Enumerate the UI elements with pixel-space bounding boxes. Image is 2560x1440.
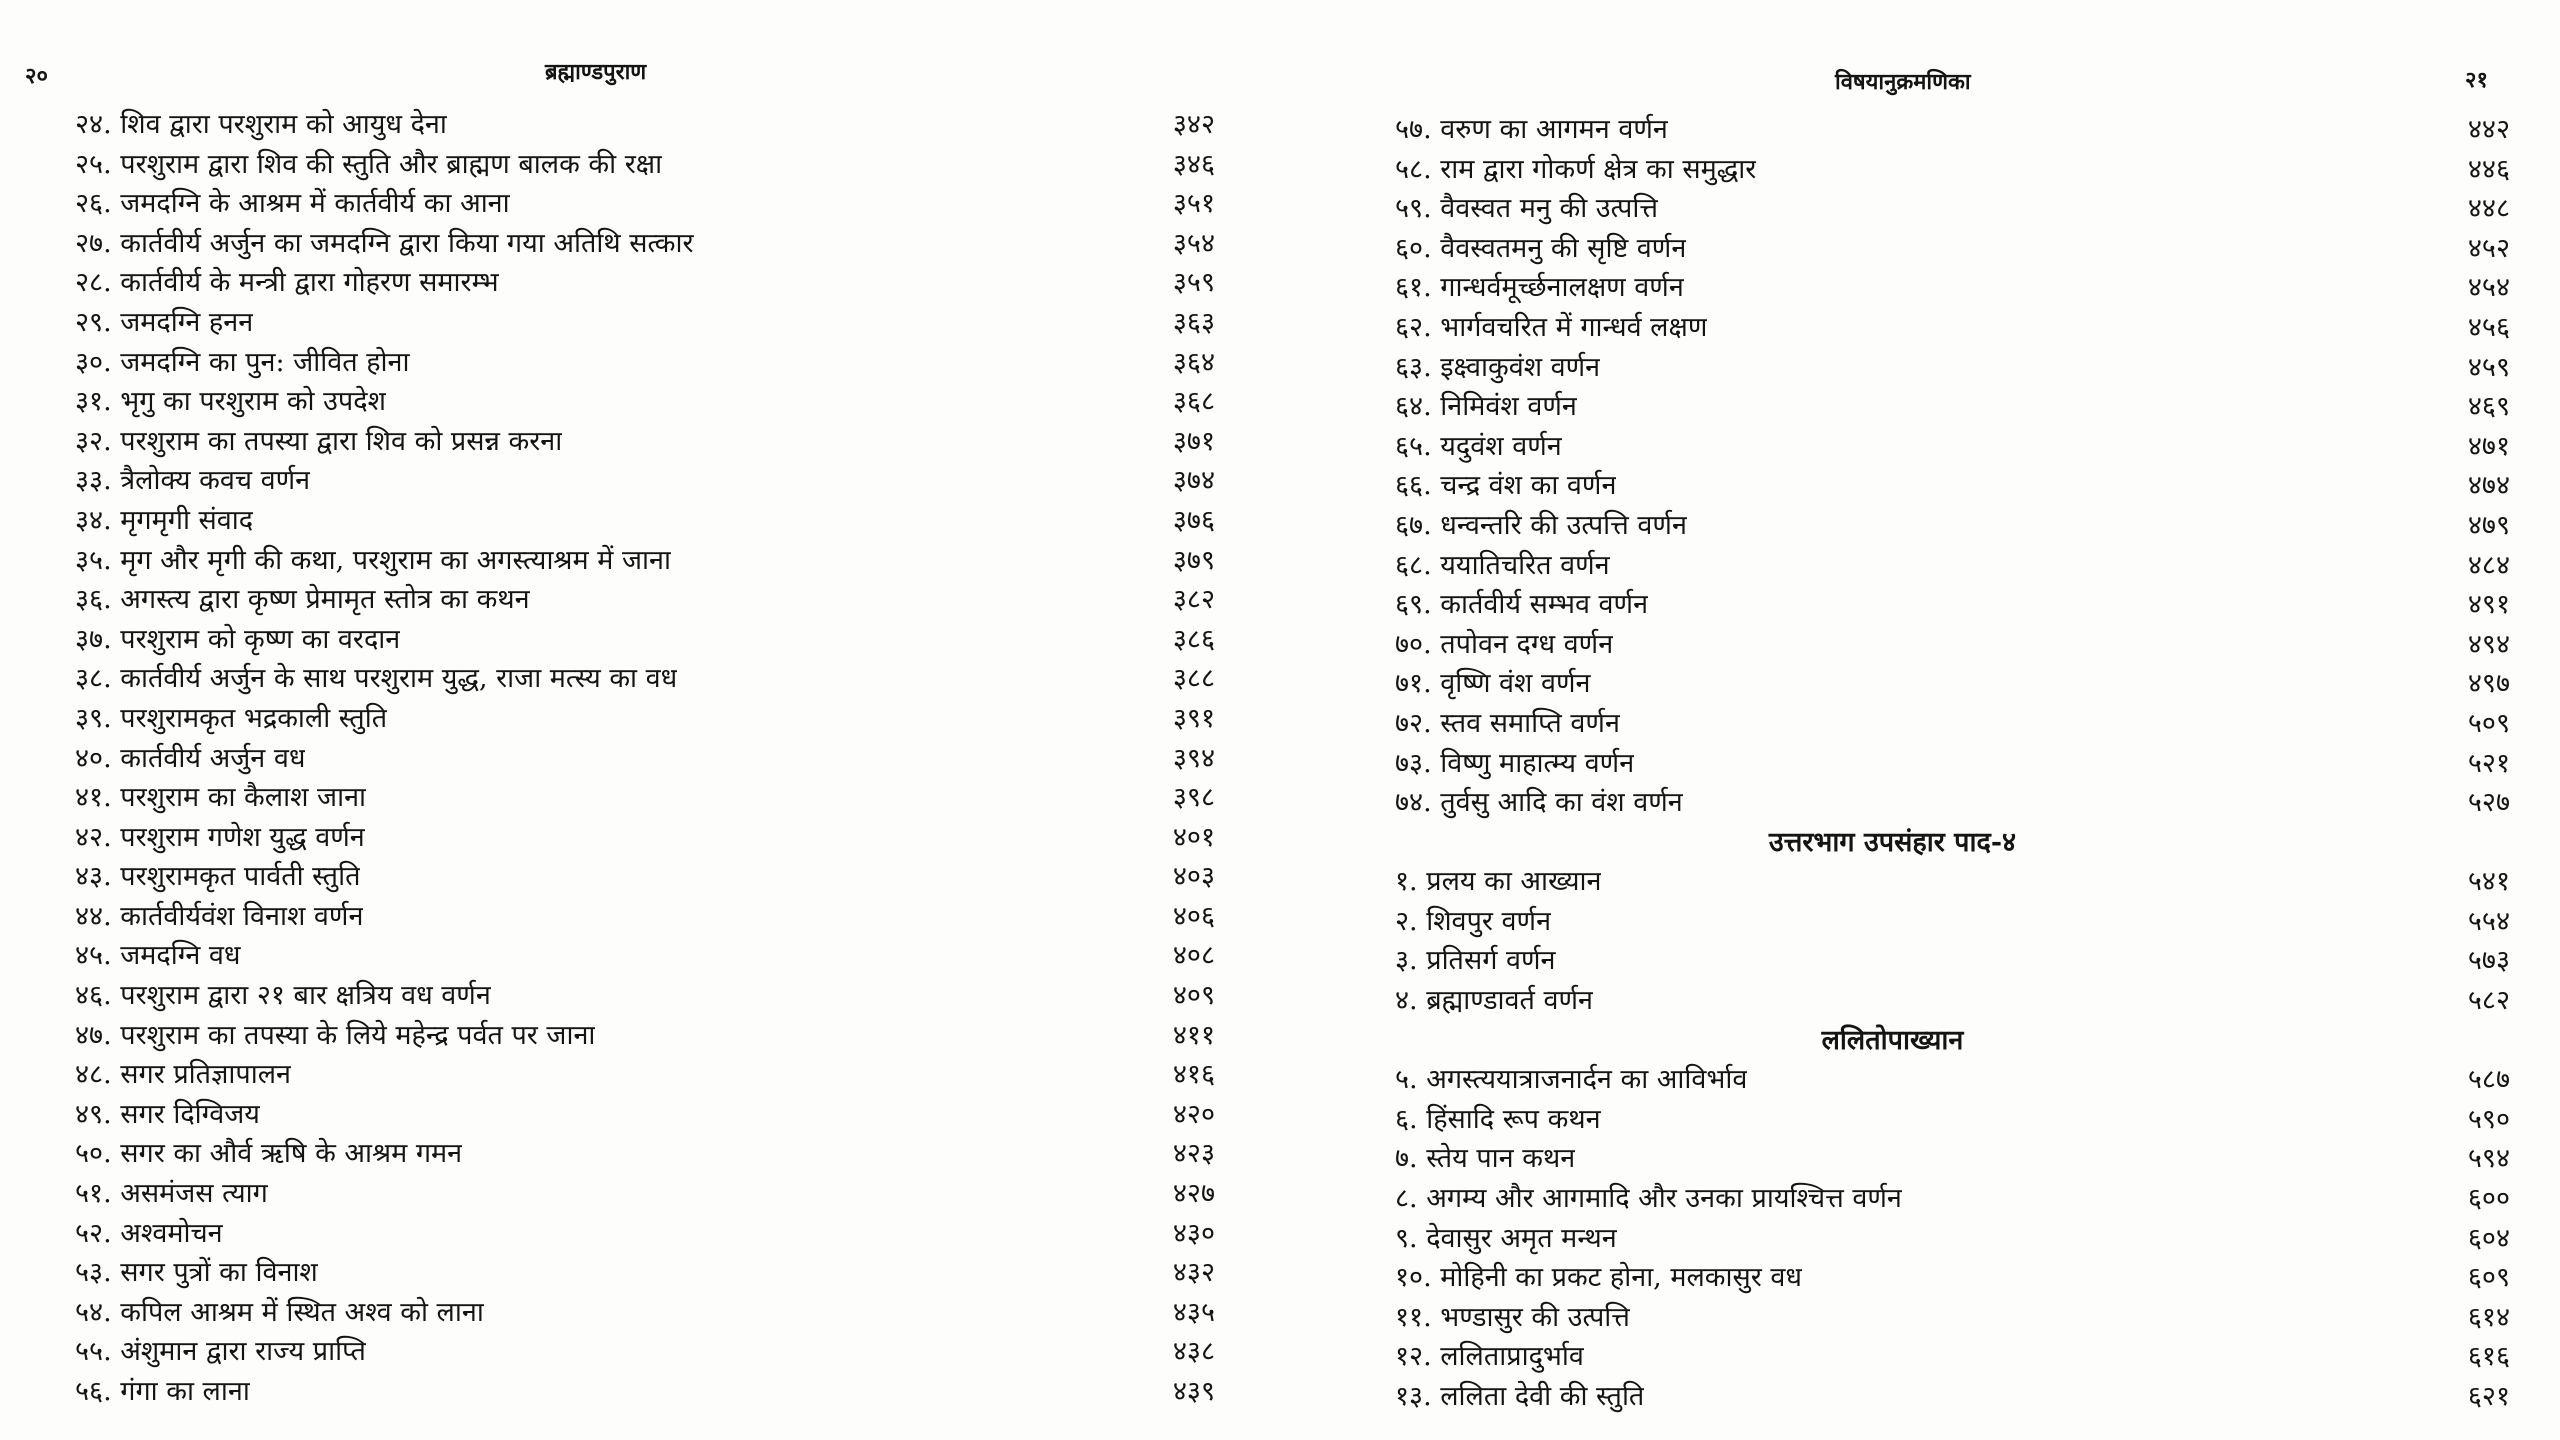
entry-title: ४९. सगर दिग्विजय [75, 1098, 260, 1130]
toc-entry [75, 1253, 1215, 1293]
toc-entry [1395, 308, 2510, 348]
entry-title: २८. कार्तवीर्य के मन्त्री द्वारा गोहरण समारम्भ [75, 267, 499, 299]
entry-title: ७०. तपोवन दग्ध वर्णन [1395, 628, 1614, 660]
entry-page-number: ४४२ [2467, 114, 2510, 145]
toc-entry [1395, 189, 2510, 229]
entry-title: ६. हिंसादि रूप कथन [1395, 1103, 1601, 1135]
entry-page-number: ४०६ [1172, 900, 1215, 932]
entry-page-number: ४७९ [2467, 509, 2510, 541]
entry-title: ६६. चन्द्र वंश का वर्णन [1395, 470, 1617, 502]
toc-entry [1395, 625, 2510, 665]
entry-title: ७. स्तेय पान कथन [1395, 1143, 1576, 1175]
toc-entry [1395, 427, 2510, 467]
toc-entry [1395, 466, 2510, 506]
entry-page-number: ३५९ [1172, 267, 1215, 299]
toc-entry [75, 184, 1215, 224]
toc-entry [1395, 1258, 2510, 1298]
entry-page-number: ४८४ [2467, 549, 2510, 581]
toc-entry [1395, 981, 2510, 1021]
toc-entry [75, 1095, 1215, 1135]
entry-title: ३५. मृग और मृगी की कथा, परशुराम का अगस्त्याश्रम में जाना [75, 544, 672, 576]
entry-title: ७३. विष्णु माहात्म्य वर्णन [1395, 747, 1635, 779]
entry-page-number: ४९१ [2467, 589, 2510, 621]
entry-title: २७. कार्तवीर्य अर्जुन का जमदग्नि द्वारा किया गया अतिथि सत्कार [75, 227, 694, 259]
toc-entry [75, 699, 1215, 739]
entry-title: ३२. परशुराम का तपस्या द्वारा शिव को प्रसन्न करना [75, 425, 563, 457]
entry-title: ११. भण्डासुर की उत्पत्ति [1395, 1301, 1630, 1333]
entry-title: ३९. परशुरामकृत भद्रकाली स्तुति [75, 702, 388, 734]
section-heading: उत्तरभाग उपसंहार पाद-४ [1768, 826, 2017, 858]
toc-entry [1395, 1298, 2510, 1338]
entry-page-number: ५९० [2467, 1103, 2510, 1135]
entry-page-number: ४४६ [2467, 153, 2510, 185]
entry-page-number: ६१६ [2467, 1341, 2510, 1373]
entry-page-number: ३५४ [1172, 227, 1215, 259]
entry-page-number: ४३८ [1172, 1336, 1215, 1368]
entry-page-number: ४३२ [1172, 1257, 1215, 1289]
entry-title: ४४. कार्तवीर्यवंश विनाश वर्णन [75, 900, 364, 932]
entry-page-number: ५२७ [2467, 787, 2510, 819]
entry-title: ४०. कार्तवीर्य अर्जुन वध [75, 742, 306, 774]
toc-entry [75, 1214, 1215, 1254]
entry-page-number: ३७६ [1172, 504, 1215, 536]
entry-page-number: ४०८ [1172, 940, 1215, 972]
toc-entry [1395, 902, 2510, 942]
running-header: विषयानुक्रमणिका [1835, 69, 1971, 95]
entry-title: ३३. त्रैलोक्य कवच वर्णन [75, 465, 311, 497]
entry-page-number: ५७३ [2467, 945, 2510, 977]
toc-entry [1395, 229, 2510, 269]
entry-page-number: ४५२ [2467, 232, 2510, 264]
entry-page-number: ३८६ [1172, 623, 1215, 655]
entry-page-number: ४०१ [1172, 821, 1215, 853]
toc-entry [75, 580, 1215, 620]
toc-entry [75, 541, 1215, 581]
entry-title: ५०. सगर का और्व ऋषि के आश्रम गमन [75, 1138, 463, 1170]
entry-title: ६७. धन्वन्तरि की उत्पत्ति वर्णन [1395, 509, 1687, 541]
entry-page-number: ३६३ [1172, 306, 1215, 338]
toc-entry [75, 422, 1215, 462]
toc-entry [75, 263, 1215, 303]
toc-entry [1395, 268, 2510, 308]
contents-list [1395, 110, 2510, 1417]
page-number: २१ [2465, 67, 2488, 93]
toc-entry [75, 1174, 1215, 1214]
entry-title: ८. अगम्य और आगमादि और उनका प्रायश्चित्त वर्णन [1395, 1183, 1902, 1215]
entry-title: ५७. वरुण का आगमन वर्णन [1395, 114, 1668, 145]
entry-title: ५२. अश्वमोचन [75, 1217, 223, 1249]
entry-title: ५८. राम द्वारा गोकर्ण क्षेत्र का समुद्धार [1395, 153, 1757, 185]
entry-title: ५६. गंगा का लाना [75, 1376, 250, 1407]
entry-title: ६९. कार्तवीर्य सम्भव वर्णन [1395, 589, 1649, 621]
toc-entry [75, 461, 1215, 501]
toc-entry [75, 1372, 1215, 1412]
right-page [1280, 0, 2560, 1440]
toc-entry [75, 778, 1215, 818]
entry-title: २९. जमदग्नि हनन [75, 306, 254, 338]
toc-entry [75, 1332, 1215, 1372]
toc-entry [1395, 387, 2510, 427]
entry-title: ५३. सगर पुत्रों का विनाश [75, 1257, 318, 1289]
entry-page-number: ४६९ [2467, 391, 2510, 423]
toc-entry [75, 145, 1215, 185]
page-number: २० [25, 63, 48, 89]
toc-entry [1395, 664, 2510, 704]
toc-entry [1395, 546, 2510, 586]
entry-page-number: ५४१ [2467, 866, 2510, 898]
entry-page-number: ५९४ [2467, 1143, 2510, 1175]
entry-title: ३१. भृगु का परशुराम को उपदेश [75, 386, 386, 418]
entry-title: ४३. परशुरामकृत पार्वती स्तुति [75, 861, 361, 893]
entry-page-number: ५२१ [2467, 747, 2510, 779]
toc-entry [1395, 585, 2510, 625]
entry-title: ४५. जमदग्नि वध [75, 940, 241, 972]
toc-entry [1395, 1179, 2510, 1219]
toc-entry [75, 343, 1215, 383]
entry-title: ४१. परशुराम का कैलाश जाना [75, 782, 367, 814]
toc-entry [1395, 862, 2510, 902]
entry-title: ५५. अंशुमान द्वारा राज्य प्राप्ति [75, 1336, 366, 1368]
entry-page-number: ४५९ [2467, 351, 2510, 383]
entry-title: ६२. भार्गवचरित में गान्धर्व लक्षण [1395, 311, 1708, 343]
toc-entry [1395, 506, 2510, 546]
toc-entry [75, 1055, 1215, 1095]
entry-page-number: ४७१ [2467, 430, 2510, 462]
entry-page-number: ६०९ [2467, 1262, 2510, 1294]
entry-page-number: ४५४ [2467, 272, 2510, 304]
entry-page-number: ३६४ [1172, 346, 1215, 378]
toc-entry [75, 739, 1215, 779]
entry-title: १२. ललिताप्रादुर्भाव [1395, 1341, 1584, 1373]
toc-entry [75, 976, 1215, 1016]
toc-entry [75, 936, 1215, 976]
toc-entry [75, 1016, 1215, 1056]
entry-page-number: ६०० [2467, 1183, 2510, 1215]
entry-title: ६५. यदुवंश वर्णन [1395, 430, 1562, 462]
entry-page-number: ३७४ [1172, 465, 1215, 497]
entry-title: ५१. असमंजस त्याग [75, 1178, 268, 1210]
entry-title: ७४. तुर्वसु आदि का वंश वर्णन [1395, 787, 1683, 819]
toc-entry [75, 501, 1215, 541]
entry-title: ६१. गान्धर्वमूर्च्छनालक्षण वर्णन [1395, 272, 1684, 304]
toc-entry [75, 1293, 1215, 1333]
toc-entry [75, 1134, 1215, 1174]
entry-page-number: ४५६ [2467, 311, 2510, 343]
entry-title: ४७. परशुराम का तपस्या के लिये महेन्द्र पर्वत पर जाना [75, 1019, 596, 1051]
entry-page-number: ४९४ [2467, 628, 2510, 660]
entry-page-number: ४२७ [1172, 1178, 1215, 1210]
running-header: ब्रह्माण्डपुराण [545, 59, 647, 85]
entry-title: ३७. परशुराम को कृष्ण का वरदान [75, 623, 401, 655]
entry-page-number: ३८२ [1172, 584, 1215, 616]
entry-page-number: ४२३ [1172, 1138, 1215, 1170]
entry-title: ६४. निमिवंश वर्णन [1395, 391, 1577, 423]
entry-title: ५४. कपिल आश्रम में स्थित अश्व को लाना [75, 1296, 484, 1328]
toc-entry [1395, 1100, 2510, 1140]
entry-page-number: ३७९ [1172, 544, 1215, 576]
entry-title: ९. देवासुर अमृत मन्थन [1395, 1222, 1617, 1254]
entry-title: ६८. ययातिचरित वर्णन [1395, 549, 1610, 581]
entry-title: २६. जमदग्नि के आश्रम में कार्तवीर्य का आना [75, 188, 510, 220]
entry-title: १३. ललिता देवी की स्तुति [1395, 1381, 1645, 1412]
toc-entry [75, 620, 1215, 660]
entry-title: ४. ब्रह्माण्डावर्त वर्णन [1395, 985, 1594, 1017]
entry-title: ४२. परशुराम गणेश युद्ध वर्णन [75, 821, 365, 853]
entry-page-number: ३४६ [1172, 148, 1215, 180]
entry-page-number: ४०९ [1172, 980, 1215, 1012]
entry-page-number: ४२० [1172, 1098, 1215, 1130]
entry-title: ६३. इक्ष्वाकुवंश वर्णन [1395, 351, 1601, 383]
entry-page-number: ६०४ [2467, 1222, 2510, 1254]
entry-page-number: ४११ [1172, 1019, 1215, 1051]
entry-page-number: ३५१ [1172, 188, 1215, 220]
toc-entry [1395, 1139, 2510, 1179]
entry-page-number: ४३९ [1172, 1376, 1215, 1407]
entry-title: ४६. परशुराम द्वारा २१ बार क्षत्रिय वध वर्णन [75, 980, 491, 1012]
entry-page-number: ३६८ [1172, 386, 1215, 418]
entry-page-number: ३७१ [1172, 425, 1215, 457]
toc-entry [1395, 1060, 2510, 1100]
entry-title: १. प्रलय का आख्यान [1395, 866, 1602, 898]
entry-page-number: ६२१ [2467, 1381, 2510, 1412]
toc-entry [1395, 1377, 2510, 1417]
toc-entry [75, 818, 1215, 858]
entry-page-number: ३९१ [1172, 702, 1215, 734]
entry-title: २५. परशुराम द्वारा शिव की स्तुति और ब्राह्मण बालक की रक्षा [75, 148, 663, 180]
entry-page-number: ४३० [1172, 1217, 1215, 1249]
toc-entry [1395, 110, 2510, 150]
entry-page-number: ३८८ [1172, 663, 1215, 695]
contents-list [75, 105, 1215, 1412]
entry-page-number: ५०९ [2467, 707, 2510, 739]
toc-entry [75, 224, 1215, 264]
entry-page-number: ४३५ [1172, 1296, 1215, 1328]
toc-entry [1395, 348, 2510, 388]
entry-title: ३. प्रतिसर्ग वर्णन [1395, 945, 1556, 977]
toc-entry [75, 105, 1215, 145]
toc-entry [1395, 941, 2510, 981]
entry-title: ७२. स्तव समाप्ति वर्णन [1395, 707, 1620, 739]
entry-page-number: ४४८ [2467, 193, 2510, 225]
entry-page-number: ४०३ [1172, 861, 1215, 893]
toc-entry [75, 303, 1215, 343]
toc-entry [75, 857, 1215, 897]
toc-entry [1395, 1337, 2510, 1377]
toc-entry [75, 382, 1215, 422]
entry-title: २४. शिव द्वारा परशुराम को आयुध देना [75, 109, 447, 140]
entry-title: ३८. कार्तवीर्य अर्जुन के साथ परशुराम युद्ध, राजा मत्स्य का वध [75, 663, 678, 695]
entry-title: ५९. वैवस्वत मनु की उत्पत्ति [1395, 193, 1659, 225]
entry-page-number: ५८७ [2467, 1064, 2510, 1096]
entry-title: ४८. सगर प्रतिज्ञापालन [75, 1059, 291, 1091]
entry-page-number: ६१४ [2467, 1301, 2510, 1333]
entry-page-number: ३४२ [1172, 109, 1215, 140]
section-heading: ललितोपाख्यान [1821, 1024, 1964, 1056]
toc-entry [75, 897, 1215, 937]
entry-page-number: ५८२ [2467, 985, 2510, 1017]
entry-page-number: ३९४ [1172, 742, 1215, 774]
entry-page-number: ३९८ [1172, 782, 1215, 814]
entry-page-number: ४९७ [2467, 668, 2510, 700]
entry-title: ३६. अगस्त्य द्वारा कृष्ण प्रेमामृत स्तोत्र का कथन [75, 584, 530, 616]
entry-title: ३४. मृगमृगी संवाद [75, 504, 254, 536]
entry-title: १०. मोहिनी का प्रकट होना, मलकासुर वध [1395, 1262, 1803, 1294]
entry-title: ६०. वैवस्वतमनु की सृष्टि वर्णन [1395, 232, 1687, 264]
toc-entry [1395, 150, 2510, 190]
toc-entry [1395, 783, 2510, 823]
entry-page-number: ४७४ [2467, 470, 2510, 502]
entry-page-number: ५५४ [2467, 905, 2510, 937]
toc-entry [1395, 744, 2510, 784]
toc-entry [75, 659, 1215, 699]
entry-title: २. शिवपुर वर्णन [1395, 905, 1552, 937]
entry-title: ३०. जमदग्नि का पुन: जीवित होना [75, 346, 410, 378]
entry-title: ७१. वृष्णि वंश वर्णन [1395, 668, 1591, 700]
entry-page-number: ४१६ [1172, 1059, 1215, 1091]
entry-title: ५. अगस्त्ययात्राजनार्दन का आविर्भाव [1395, 1064, 1748, 1096]
toc-entry [1395, 704, 2510, 744]
toc-entry [1395, 1219, 2510, 1259]
